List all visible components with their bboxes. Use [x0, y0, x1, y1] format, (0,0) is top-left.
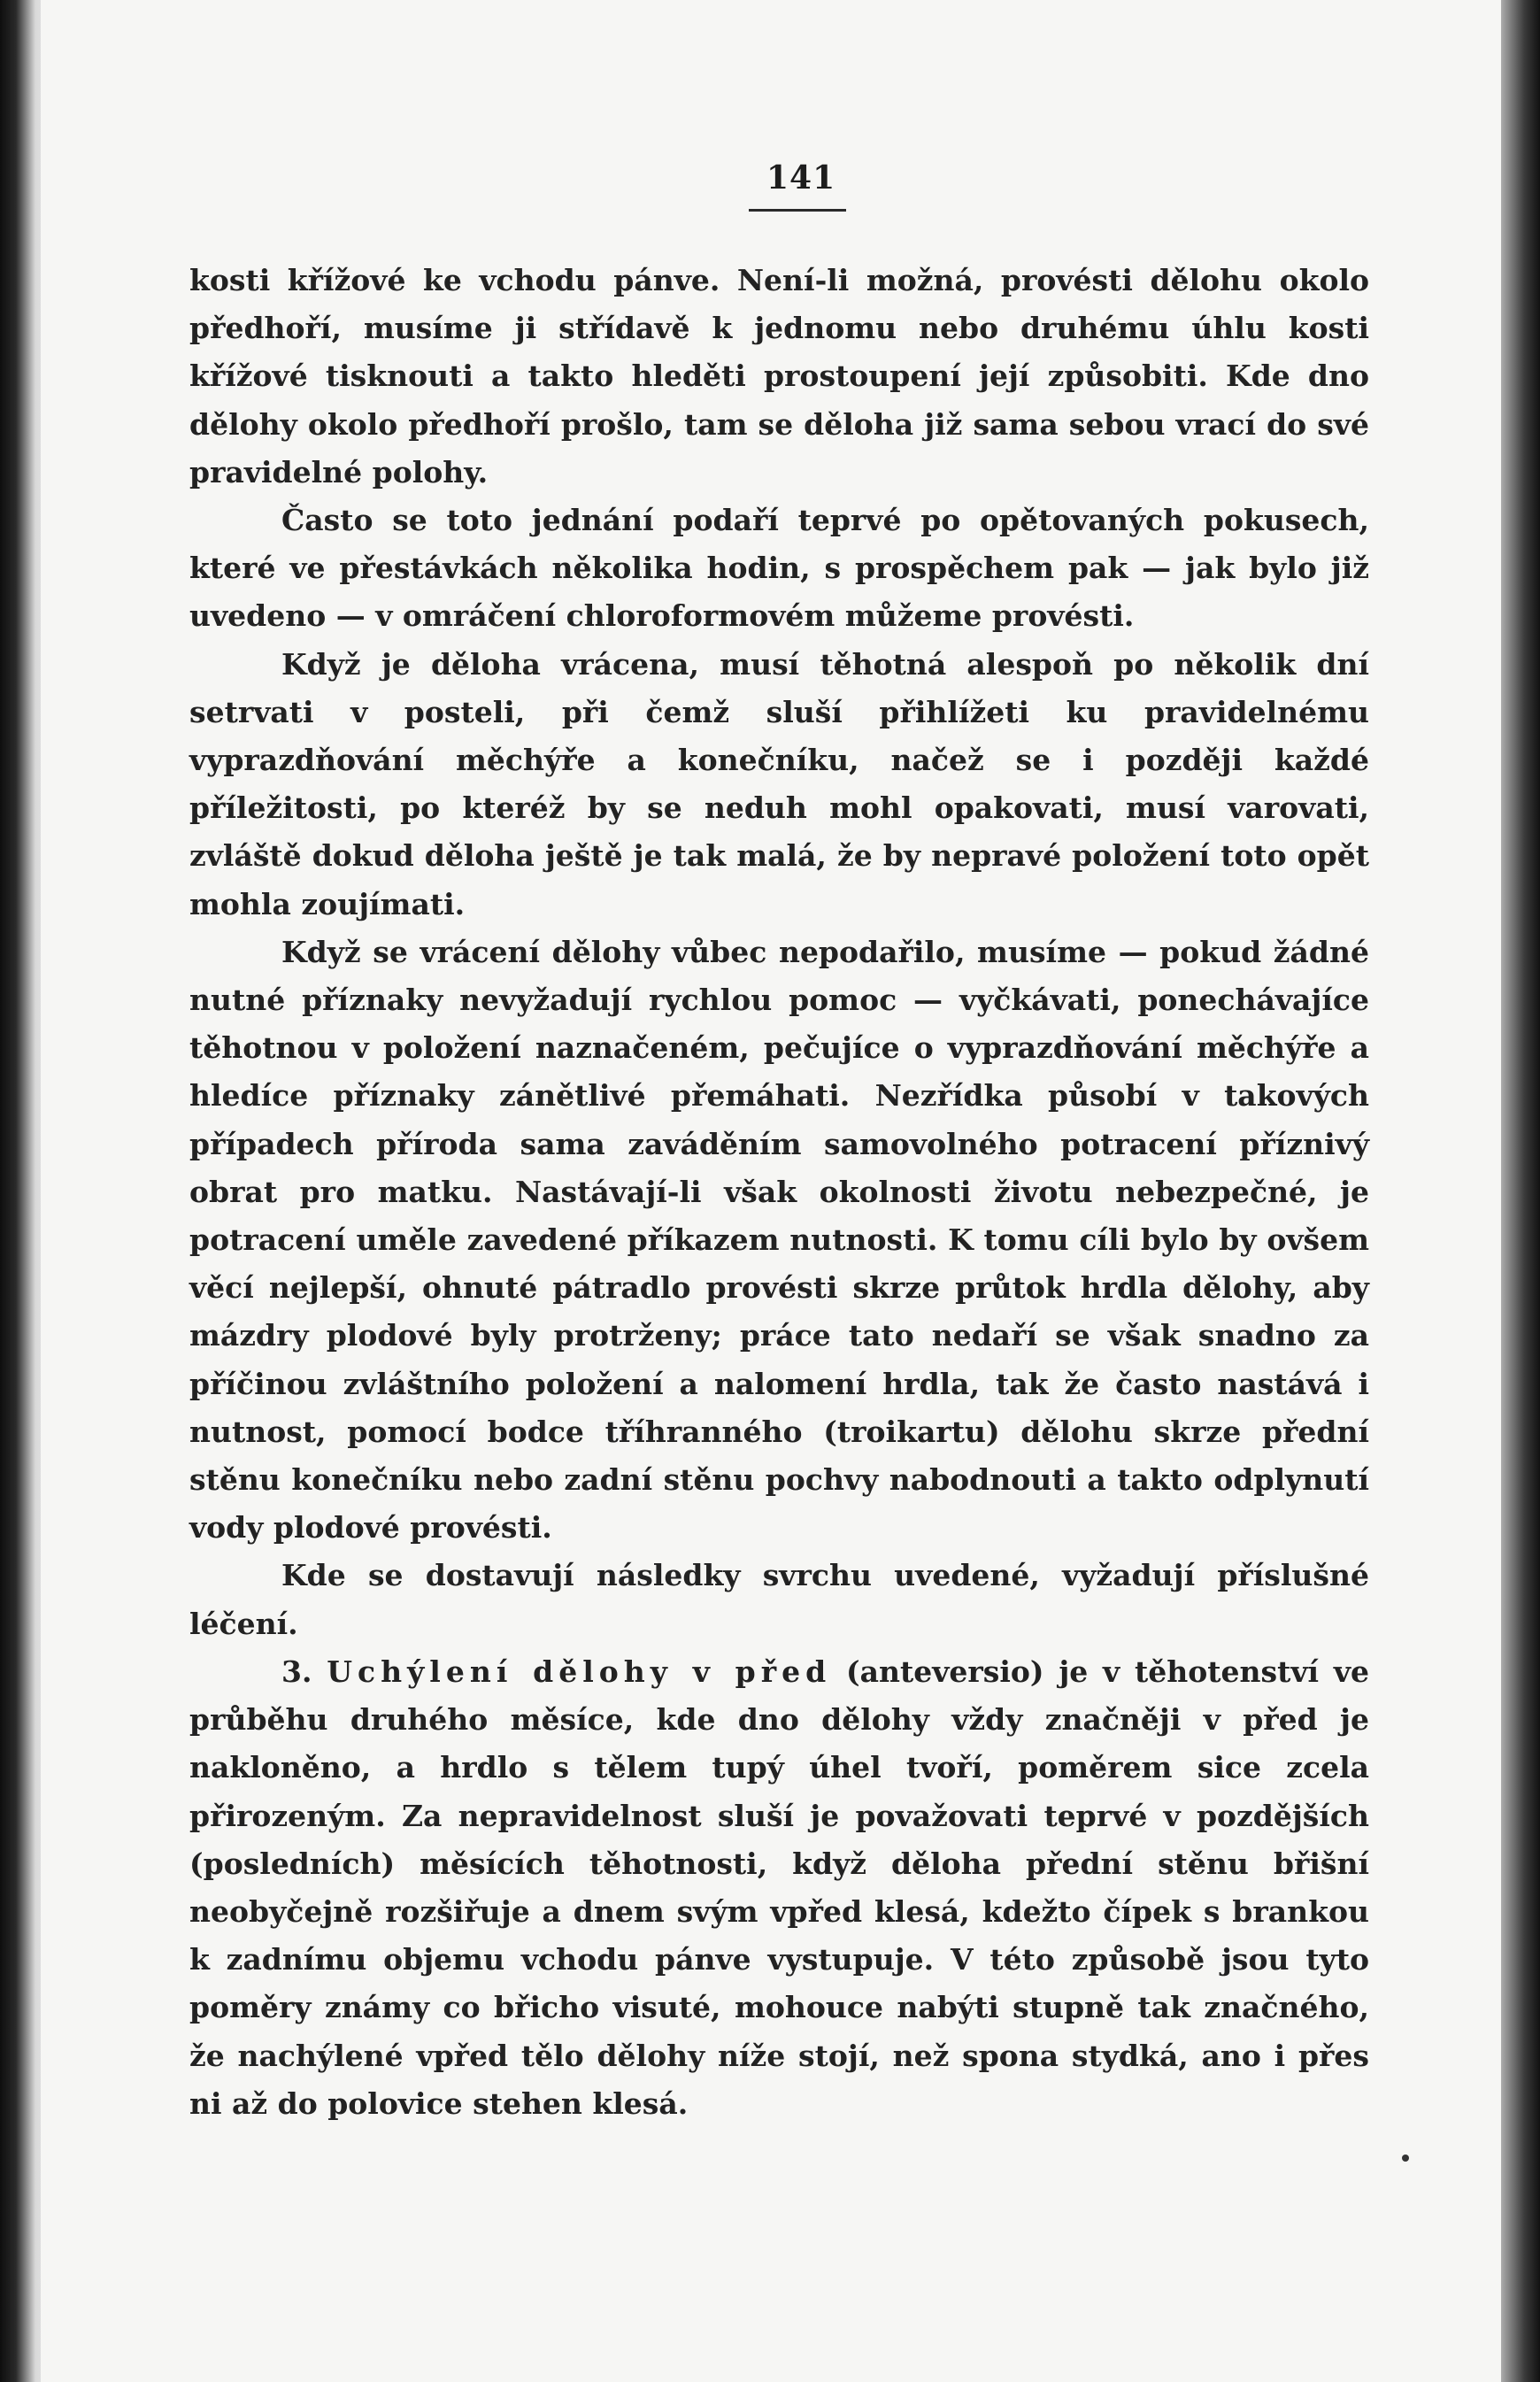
- book-page: [41, 0, 1501, 2382]
- section-heading: Uchýlení dělohy v před: [327, 1654, 832, 1689]
- print-speck: [1402, 2155, 1409, 2162]
- paragraph-5: Kde se dostavují následky svrchu uvedené, vyžadují příslušné léčení.: [189, 1558, 1369, 1641]
- section-number: 3.: [281, 1654, 312, 1689]
- page-number-underline: [749, 209, 846, 212]
- paragraph-1: kosti křížové ke vchodu pánve. Není-li možná, provésti dělohu okolo předhoří, musíme ji střídavě k jednomu nebo druhému úhlu kosti křížové tisknouti a takto hleděti prostoupení její způsobiti. Kde dno dělohy okolo předhoří prošlo, tam se děloha již sama sebou vrací do své pravidelné polohy.: [189, 263, 1369, 490]
- page-number: 141: [766, 159, 836, 197]
- body-text: [189, 257, 1369, 2128]
- paragraph-4: Když se vrácení dělohy vůbec nepodařilo, musíme — pokud žádné nutné příznaky nevyžadují rychlou pomoc — vyčkávati, ponechávajíce těhotnou v položení naznačeném, pečujíce o vyprazdňování měchýře a hledíce příznaky zánětlivé přemáhati. Nezřídka působí v takových případech příroda sama zaváděním samovolného potracení příznivý obrat pro matku. Nastávají-li však okolnosti životu nebezpečné, je potracení uměle zavedené příkazem nutnosti. K tomu cíli bylo by ovšem věcí nejlepší, ohnuté pátradlo provésti skrze průtok hrdla dělohy, aby mázdry plodové byly protrženy; práce tato nedaří se však snadno za příčinou zvláštního položení a nalomení hrdla, tak že často nastává i nutnost, pomocí bodce tříhranného (troikartu) dělohu skrze přední stěnu konečníku nebo zadní stěnu pochvy nabodnouti a takto odplynutí vody plodové provésti.: [189, 934, 1369, 1546]
- section-text: (anteversio) je v těhotenství ve průběhu druhého měsíce, kde dno dělohy vždy značněji v před je nakloněno, a hrdlo s tělem tupý úhel tvoří, poměrem sice zcela přirozeným. Za nepravidelnost sluší je považovati teprvé v pozdějších (posledních) měsících těhotnosti, když děloha přední stěnu břišní neobyčejně rozšiřuje a dnem svým vpřed klesá, kdežto čípek s brankou k zadnímu objemu vchodu pánve vystupuje. V této způsobě jsou tyto poměry známy co břicho visuté, mohouce nabýti stupně tak značného, že nachýlené vpřed tělo dělohy níže stojí, než spona stydká, ano i přes ni až do polovice stehen klesá.: [189, 1654, 1369, 2121]
- section-3-paragraph: [189, 1648, 1369, 2128]
- paragraph-3: Když je děloha vrácena, musí těhotná alespoň po několik dní setrvati v posteli, při čemž sluší přihlížeti ku pravidelnému vyprazdňování měchýře a konečníku, načež se i později každé příležitosti, po kteréž by se neduh mohl opakovati, musí varovati, zvláště dokud děloha ještě je tak malá, že by nepravé položení toto opět mohla zoujímati.: [189, 646, 1369, 921]
- paragraph-2: Často se toto jednání podaří teprvé po opětovaných pokusech, které ve přestávkách několika hodin, s prospěchem pak — jak bylo již uvedeno — v omráčení chloroformovém můžeme provésti.: [189, 503, 1369, 634]
